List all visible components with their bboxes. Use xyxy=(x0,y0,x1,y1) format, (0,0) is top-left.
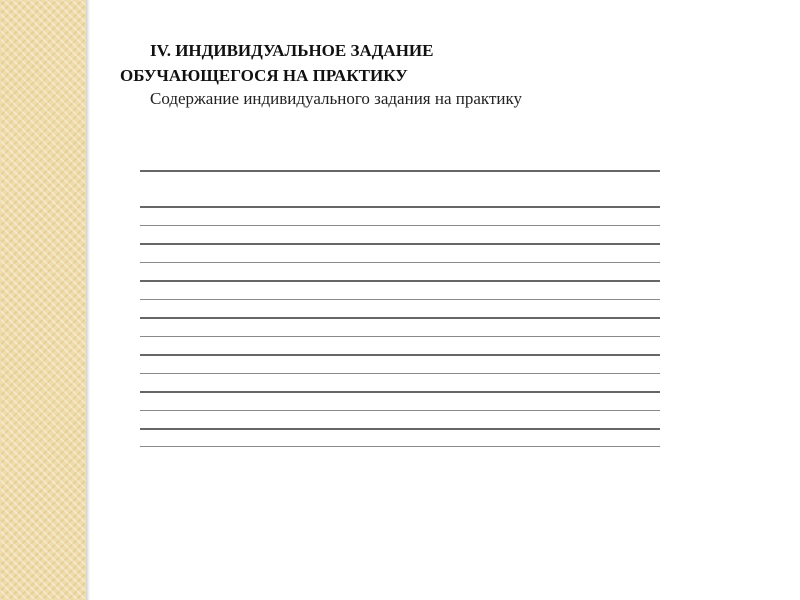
decorative-left-strip xyxy=(0,0,86,600)
writing-line xyxy=(140,354,660,356)
writing-line xyxy=(140,410,660,411)
task-content-label: Содержание индивидуального задания на практику xyxy=(150,89,522,108)
section-heading xyxy=(120,38,680,88)
heading-line-1: IV. ИНДИВИДУАЛЬНОЕ ЗАДАНИЕ xyxy=(150,41,434,60)
writing-line xyxy=(140,446,660,447)
writing-line xyxy=(140,317,660,319)
writing-line xyxy=(140,206,660,208)
writing-line xyxy=(140,243,660,245)
strip-shadow xyxy=(86,0,90,600)
writing-line xyxy=(140,428,660,430)
writing-line xyxy=(140,262,660,263)
heading-line-2: ОБУЧАЮЩЕГОСЯ НА ПРАКТИКУ xyxy=(120,66,408,85)
writing-line xyxy=(140,299,660,300)
writing-line xyxy=(140,225,660,226)
writing-line xyxy=(140,336,660,337)
writing-line xyxy=(140,391,660,393)
writing-line xyxy=(140,373,660,374)
writing-line xyxy=(140,280,660,282)
writing-line xyxy=(140,170,660,172)
